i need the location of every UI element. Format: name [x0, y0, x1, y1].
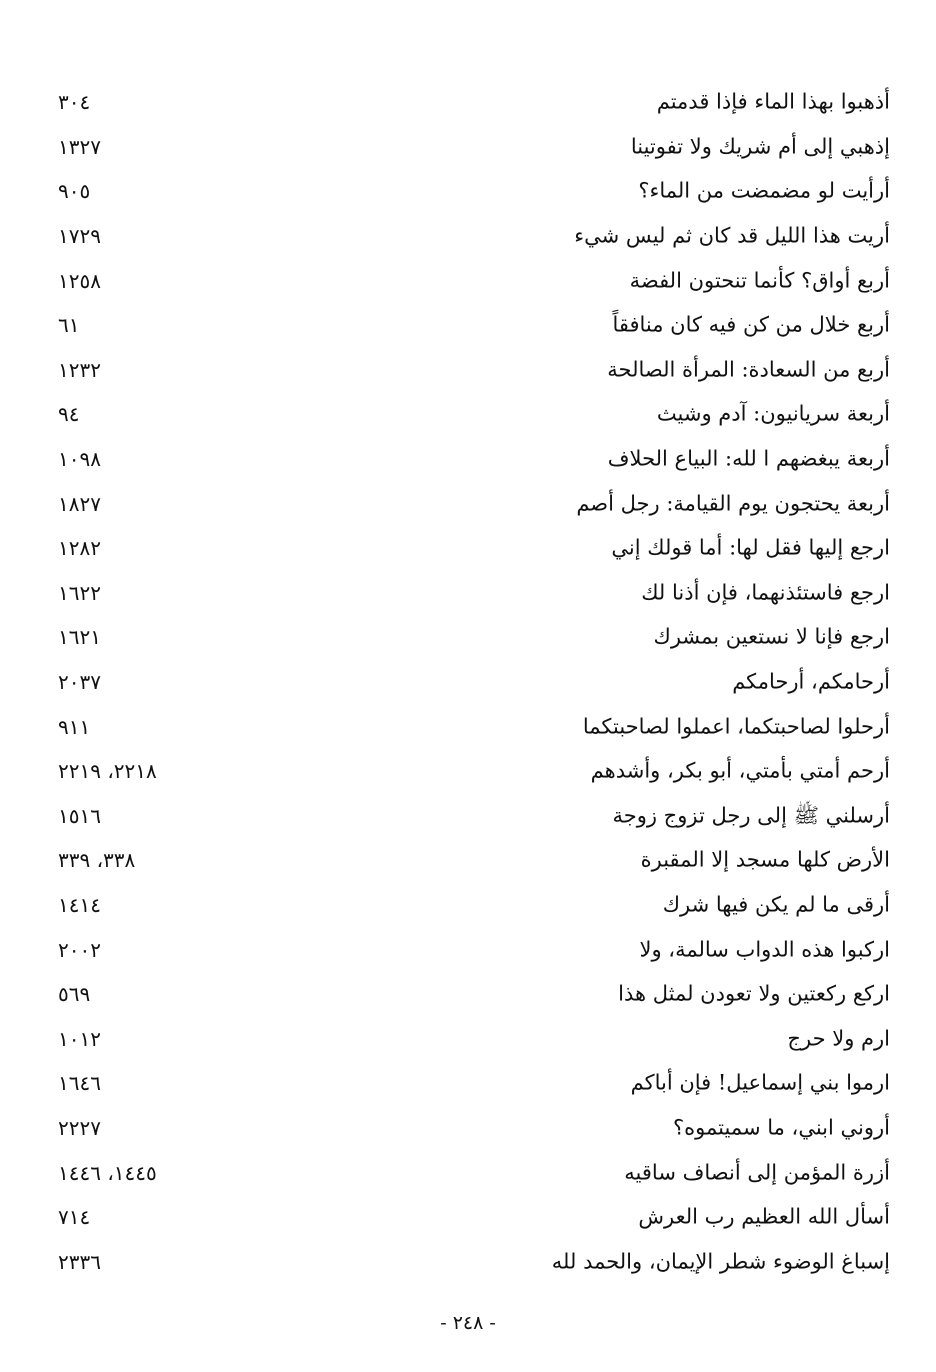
hadith-number: ٩٤ — [58, 402, 80, 427]
index-entry — [50, 303, 890, 348]
hadith-index-list — [50, 80, 890, 1284]
hadith-number: ١٢٣٢ — [58, 357, 101, 382]
hadith-number: ١٤٤٥، ١٤٤٦ — [58, 1160, 157, 1185]
hadith-phrase: أربعة يحتجون يوم القيامة: رجل أصم — [576, 491, 890, 516]
index-entry — [50, 392, 890, 437]
hadith-phrase: أريت هذا الليل قد كان ثم ليس شيء — [574, 223, 890, 248]
hadith-phrase: اركبوا هذه الدواب سالمة، ولا — [639, 937, 890, 962]
hadith-number: ٧١٤ — [58, 1205, 91, 1230]
hadith-number: ١٢٥٨ — [58, 268, 101, 293]
hadith-phrase: ارجع فاستئذنهما، فإن أذنا لك — [641, 580, 890, 605]
hadith-phrase: ارجع فإنا لا نستعين بمشرك — [653, 624, 890, 649]
index-entry — [50, 481, 890, 526]
index-entry — [50, 749, 890, 794]
hadith-number: ٣٠٤ — [58, 90, 91, 115]
page-number: - ٢٤٨ - — [440, 1312, 496, 1334]
hadith-phrase: أزرة المؤمن إلى أنصاف ساقيه — [624, 1160, 890, 1185]
hadith-number: ٩١١ — [58, 714, 91, 739]
hadith-phrase: أربع خلال من كن فيه كان منافقاً — [612, 312, 890, 337]
hadith-number: ٢٢١٨، ٢٢١٩ — [58, 759, 157, 784]
index-entry — [50, 214, 890, 259]
index-entry — [50, 1150, 890, 1195]
index-entry — [50, 972, 890, 1017]
hadith-number: ١٦٢٢ — [58, 580, 101, 605]
hadith-phrase: أرأيت لو مضمضت من الماء؟ — [638, 178, 890, 203]
hadith-number: ١٥١٦ — [58, 803, 101, 828]
hadith-phrase: أروني ابني، ما سميتموه؟ — [673, 1115, 890, 1140]
hadith-number: ١٧٢٩ — [58, 224, 101, 249]
index-entry — [50, 80, 890, 125]
index-entry — [50, 883, 890, 928]
index-entry — [50, 704, 890, 749]
hadith-number: ٢٣٣٦ — [58, 1249, 101, 1274]
hadith-number: ٥٦٩ — [58, 982, 91, 1007]
index-entry — [50, 125, 890, 170]
hadith-number: ١٤١٤ — [58, 892, 101, 917]
index-entry — [50, 348, 890, 393]
index-entry — [50, 794, 890, 839]
index-entry — [50, 615, 890, 660]
index-entry — [50, 169, 890, 214]
hadith-phrase: الأرض كلها مسجد إلا المقبرة — [640, 847, 890, 872]
index-entry — [50, 1061, 890, 1106]
hadith-phrase: أرحامكم، أرحامكم — [732, 669, 890, 694]
hadith-phrase: أربع أواق؟ كأنما تنحتون الفضة — [629, 268, 890, 293]
index-entry — [50, 927, 890, 972]
hadith-phrase: إسباغ الوضوء شطر الإيمان، والحمد لله — [551, 1249, 890, 1274]
hadith-phrase: ارجع إليها فقل لها: أما قولك إني — [611, 535, 890, 560]
hadith-number: ١٢٨٢ — [58, 536, 101, 561]
hadith-phrase: أربعة يبغضهم ا لله: البياع الحلاف — [607, 446, 890, 471]
index-entry — [50, 258, 890, 303]
index-entry — [50, 1106, 890, 1151]
hadith-phrase: أسأل الله العظيم رب العرش — [638, 1204, 890, 1229]
hadith-number: ١٠٩٨ — [58, 447, 101, 472]
hadith-number: ٢٢٢٧ — [58, 1115, 101, 1140]
index-entry — [50, 571, 890, 616]
hadith-number: ٣٣٨، ٣٣٩ — [58, 848, 136, 873]
index-entry — [50, 1016, 890, 1061]
hadith-phrase: أرسلني ﷺ إلى رجل تزوج زوجة — [612, 803, 890, 828]
hadith-number: ٦١ — [58, 313, 80, 338]
hadith-phrase: أرقى ما لم يكن فيها شرك — [662, 892, 890, 917]
hadith-phrase: أرحم أمتي بأمتي، أبو بكر، وأشدهم — [590, 758, 890, 783]
hadith-phrase: ارم ولا حرج — [787, 1026, 890, 1051]
hadith-number: ١٣٢٧ — [58, 134, 101, 159]
index-entry — [50, 526, 890, 571]
hadith-phrase: أربع من السعادة: المرأة الصالحة — [607, 357, 890, 382]
index-entry — [50, 1195, 890, 1240]
hadith-number: ١٨٢٧ — [58, 491, 101, 516]
hadith-phrase: إذهبي إلى أم شريك ولا تفوتينا — [630, 134, 890, 159]
index-entry — [50, 1239, 890, 1284]
index-entry — [50, 660, 890, 705]
hadith-phrase: أربعة سريانيون: آدم وشيث — [656, 401, 890, 426]
hadith-phrase: أرحلوا لصاحبتكما، اعملوا لصاحبتكما — [582, 714, 890, 739]
hadith-phrase: أذهبوا بهذا الماء فإذا قدمتم — [656, 89, 890, 114]
hadith-number: ٢٠٣٧ — [58, 670, 101, 695]
hadith-phrase: ارموا بني إسماعيل! فإن أباكم — [630, 1070, 890, 1095]
index-entry — [50, 838, 890, 883]
hadith-number: ١٦٤٦ — [58, 1071, 101, 1096]
hadith-number: ١٦٢١ — [58, 625, 101, 650]
hadith-number: ١٠١٢ — [58, 1026, 101, 1051]
hadith-phrase: اركع ركعتين ولا تعودن لمثل هذا — [618, 981, 890, 1006]
index-entry — [50, 437, 890, 482]
hadith-number: ٩٠٥ — [58, 179, 91, 204]
hadith-number: ٢٠٠٢ — [58, 937, 101, 962]
